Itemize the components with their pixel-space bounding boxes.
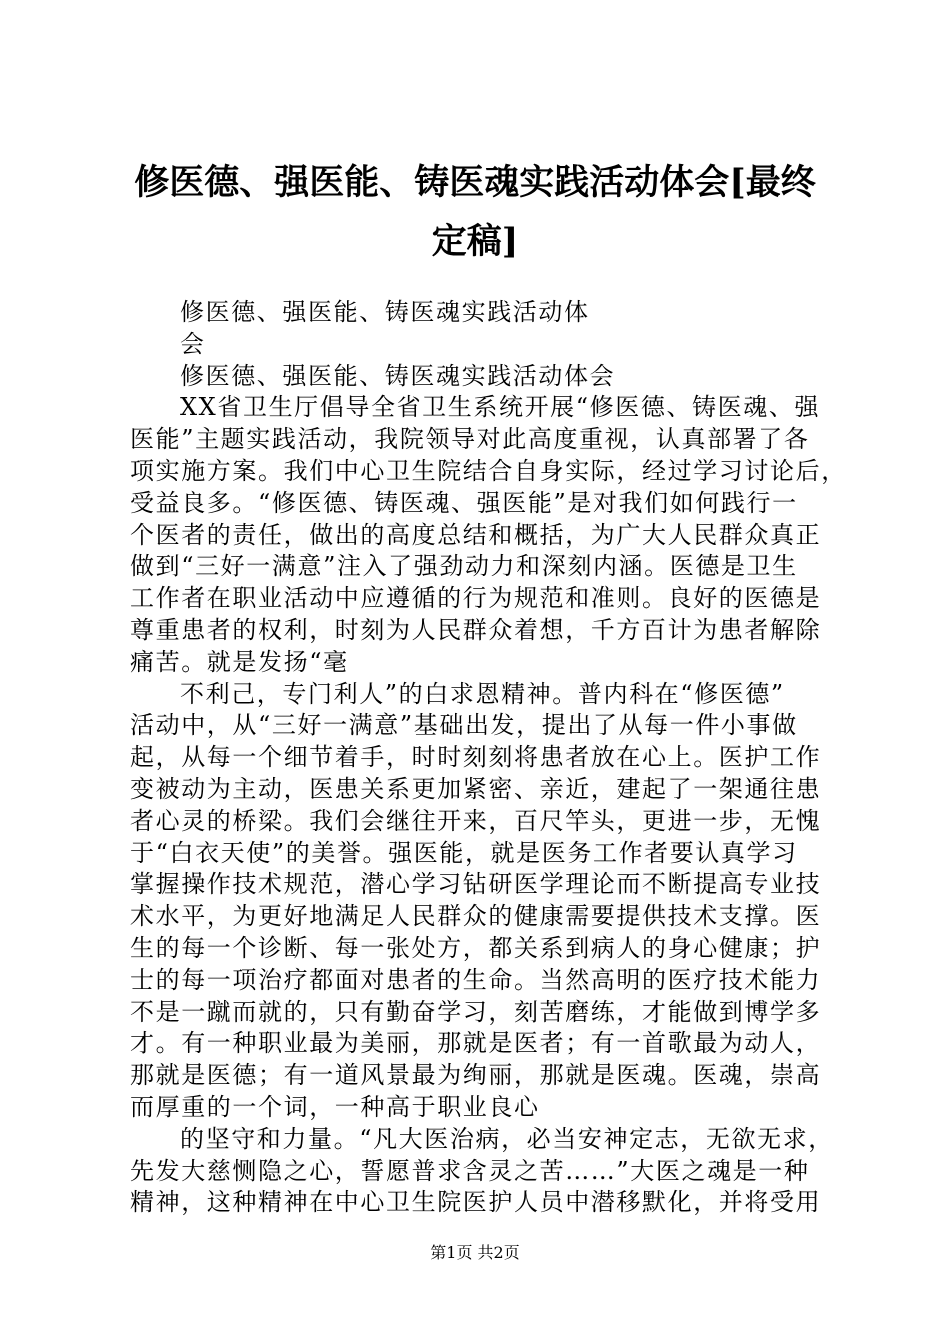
body-line: 变被动为主动，医患关系更加紧密、亲近，建起了一架通往患 (130, 774, 822, 803)
body-line: 尊重患者的权利，时刻为人民群众着想，千方百计为患者解除 (130, 615, 822, 644)
body-line: 修医德、强医能、铸医魂实践活动体 (180, 298, 590, 326)
body-line: 痛苦。就是发扬“毫 (130, 647, 349, 676)
body-line: 不利己，专门利人”的白求恩精神。普内科在“修医德” (180, 679, 785, 708)
body-line: 医能”主题实践活动，我院领导对此高度重视，认真部署了各 (130, 425, 810, 454)
body-line: 于“白衣天使”的美誉。强医能，就是医务工作者要认真学习 (130, 838, 798, 867)
body-line: 项实施方案。我们中心卫生院结合自身实际，经过学习讨论后， (130, 456, 847, 485)
body-line: 的坚守和力量。“凡大医治病，必当安神定志，无欲无求， (180, 1124, 834, 1153)
document-title-line-2: 定稿] (431, 221, 519, 262)
body-line: 个医者的责任，做出的高度总结和概括，为广大人民群众真正 (130, 520, 822, 549)
body-line: 修医德、强医能、铸医魂实践活动体会 (180, 361, 616, 390)
body-line: XX省卫生厅倡导全省卫生系统开展“修医德、铸医魂、强 (180, 393, 821, 422)
document-title-line-1: 修医德、强医能、铸医魂实践活动体会[最终 (134, 162, 816, 203)
body-line: 起，从每一个细节着手，时时刻刻将患者放在心上。医护工作 (130, 743, 822, 772)
body-line: 才。有一种职业最为美丽，那就是医者；有一首歌最为动人， (130, 1029, 822, 1058)
body-line: 受益良多。“修医德、铸医魂、强医能”是对我们如何践行一 (130, 488, 798, 517)
body-line: 做到“三好一满意”注入了强劲动力和深刻内涵。医德是卫生 (130, 552, 798, 581)
body-line: 活动中，从“三好一满意”基础出发，提出了从每一件小事做 (130, 711, 798, 740)
body-line: 生的每一个诊断、每一张处方，都关系到病人的身心健康；护 (130, 933, 822, 962)
page-footer: 第1页 共2页 (430, 1243, 520, 1262)
body-line: 工作者在职业活动中应遵循的行为规范和准则。良好的医德是 (130, 584, 822, 613)
document-body (130, 297, 847, 1219)
body-line: 会 (180, 329, 206, 358)
body-line: 先发大慈恻隐之心，誓愿普求含灵之苦……”大医之魂是一种 (130, 1156, 810, 1185)
body-line: 不是一蹴而就的，只有勤奋学习，刻苦磨练，才能做到博学多 (130, 997, 822, 1026)
body-line: 者心灵的桥梁。我们会继往开来，百尺竿头，更进一步，无愧 (130, 806, 822, 835)
body-line: 而厚重的一个词，一种高于职业良心 (130, 1092, 540, 1121)
body-line: 士的每一项治疗都面对患者的生命。当然高明的医疗技术能力 (130, 965, 822, 994)
body-line: 术水平，为更好地满足人民群众的健康需要提供技术支撑。医 (130, 902, 822, 931)
body-line: 精神，这种精神在中心卫生院医护人员中潜移默化，并将受用 (130, 1188, 822, 1217)
body-line: 那就是医德；有一道风景最为绚丽，那就是医魂。医魂，崇高 (130, 1061, 822, 1090)
body-line: 掌握操作技术规范，潜心学习钻研医学理论而不断提高专业技 (130, 870, 822, 899)
